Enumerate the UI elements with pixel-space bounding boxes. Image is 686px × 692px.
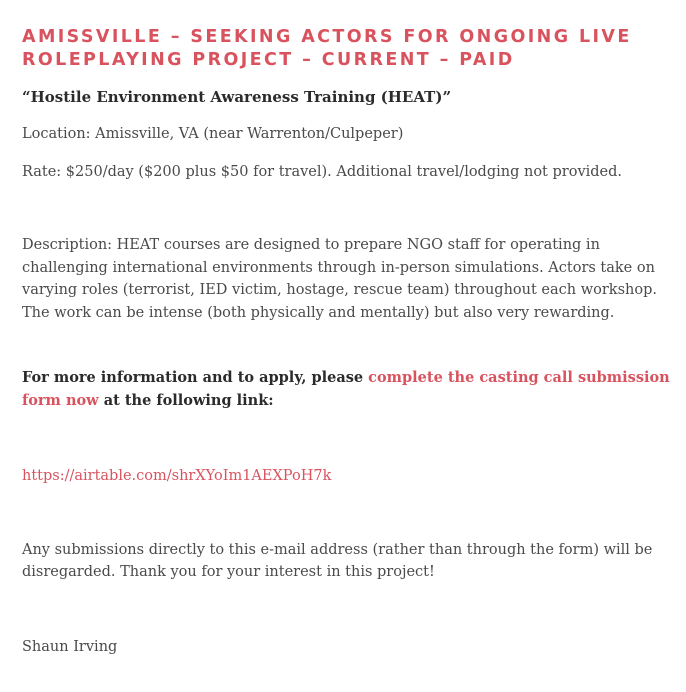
post-content <box>22 26 672 658</box>
rate-text: Rate: $250/day ($200 plus $50 for travel). Additional travel/lodging not provided. <box>22 163 623 180</box>
submission-form-link[interactable]: complete the casting call submission form now <box>22 369 670 409</box>
post-title <box>22 26 672 72</box>
disclaimer-text: Any submissions directly to this e-mail address (rather than through the form) will be disregarded. Thank you for your interest in this project! <box>22 541 653 580</box>
signature: Shaun Irving <box>22 638 118 655</box>
apply-info-before: For more information and to apply, please <box>22 369 369 386</box>
location-text: Location: Amissville, VA (near Warrenton/Culpeper) <box>22 126 404 142</box>
apply-info-after: at the following link: <box>98 391 274 409</box>
post-title-line-2: ROLEPLAYING PROJECT – CURRENT – PAID <box>22 50 515 70</box>
apply-info <box>22 367 672 412</box>
airtable-url-link[interactable]: https://airtable.com/shrXYoIm1AEXPoH7k <box>22 468 332 484</box>
airtable-url-paragraph <box>22 465 672 488</box>
post-title-line-1: AMISSVILLE – SEEKING ACTORS FOR ONGOING LIVE <box>22 27 632 47</box>
post-subtitle: “Hostile Environment Awareness Training (HEAT)” <box>22 88 452 106</box>
description-text: Description: HEAT courses are designed to prepare NGO staff for operating in challenging international environments through in-person simulations. Actors take on varying roles (terrorist, IED victim, hostage, rescue team) throughout each workshop. The work can be intense (both physically and mentally) but also very rewarding. <box>22 237 657 321</box>
